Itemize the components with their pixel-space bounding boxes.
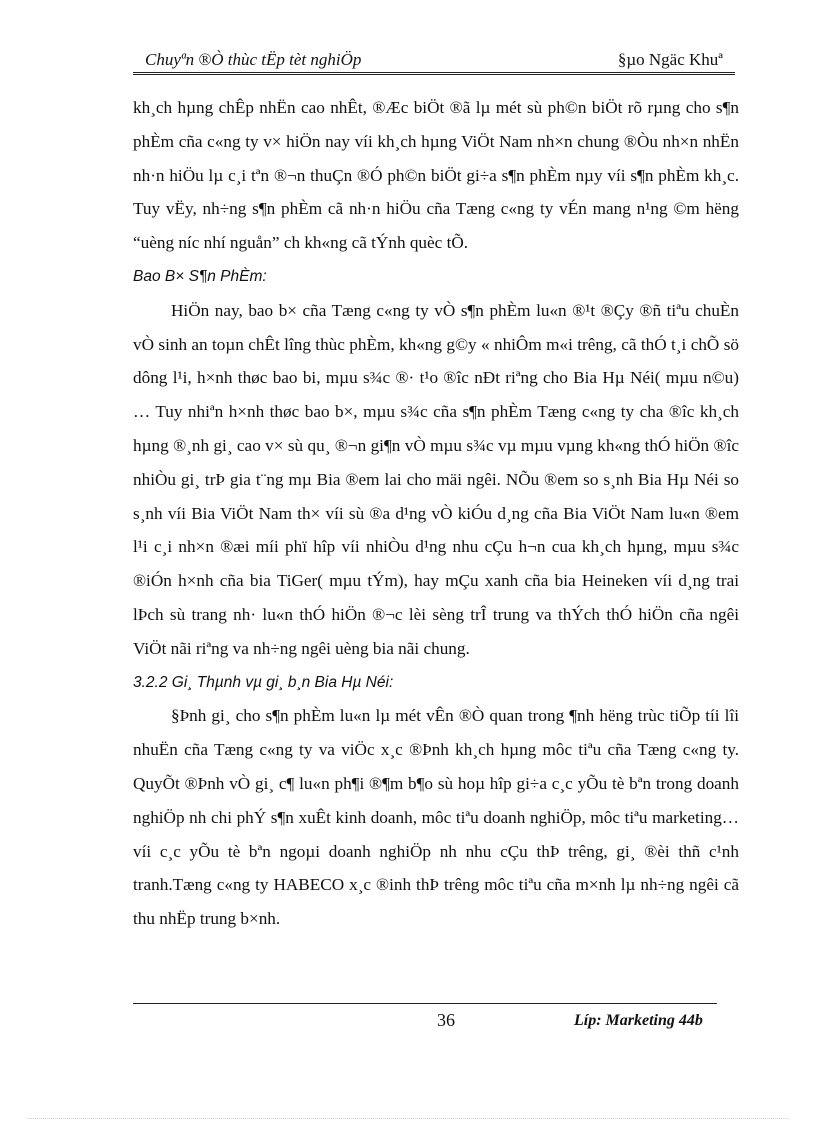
paragraph-continuation: kh¸ch hµng chÊp nhËn cao nhÊt, ®Æc biÖt ®ã lµ mét sù ph©n biÖt rõ rµng cho s¶n phÈm cña c«ng ty v× hiÖn nay víi kh¸ch hµng ViÖt Nam nh×n chung ®Òu nh×n nhËn nh·n hiÖu lµ c¸i tªn ®¬n thuÇn ®Ó ph©n biÖt gi÷a s¶n phÈm nµy víi s¶n phÈm kh¸c. Tuy vËy, nh÷ng s¶n phÈm cã nh·n hiÖu cña Tæng c«ng ty vÉn mang n¹ng ©m hëng “uèng níc nhí nguån” ch kh«ng cã tÝnh quèc tÕ. [133, 98, 739, 253]
paragraph-packaging: HiÖn nay, bao b× cña Tæng c«ng ty vÒ s¶n phÈm lu«n ®¹t ®Çy ®ñ tiªu chuÈn vÒ sinh an toµn chÊt lîng thùc phÈm, kh«ng g©y « nhiÔm m«i trêng, cã thÓ t¸i chÕ sö dông l¹i, h×nh thøc bao bi, mµu s¾c ®· t¹o ®îc nÐt riªng cho Bia Hµ Néi( mµu n©u) … Tuy nhiªn h×nh thøc bao b×, mµu s¾c cña s¶n phÈm Tæng c«ng ty cha ®îc kh¸ch hµng ®¸nh gi¸ cao v× sù qu¸ ®¬n gi¶n vÒ mµu s¾c vµ mµu vµng kh«ng thÓ hiÖn ®îc nhiÒu gi¸ trÞ gia t¨ng mµ Bia ®em lai cho mäi ngêi. NÕu ®em so s¸nh Bia Hµ Néi so s¸nh víi Bia ViÖt Nam th× víi sù ®a d¹ng vÒ kiÓu d¸ng cña Bia ViÖt Nam lu«n ®em l¹i c¸i nh×n ®æi míi phï hîp víi nhiÒu d¹ng nhu cÇu h¬n cua kh¸ch hµng, mµu s¾c ®iÓn h×nh cña bia TiGer( mµu tÝm), hay mÇu xanh cña bia Heineken víi d¸ng trai lÞch sù trang nh· lu«n thÓ hiÖn ®¬c lèi sèng trÎ trung va thÝch thÓ hiÖn cña ngêi ViÖt nãi riªng va nh÷ng ngêi uèng bia nãi chung. [133, 300, 739, 658]
document-body [133, 91, 739, 936]
page-bottom-border [28, 1118, 788, 1119]
header-author: §µo Ngäc Khuª [617, 50, 723, 69]
paragraph-pricing: §Þnh gi¸ cho s¶n phÈm lu«n lµ mét vÊn ®Ò quan trong ¶nh hëng trùc tiÕp tíi lîi nhuËn cña Tæng c«ng ty va viÖc x¸c ®Þnh kh¸ch hµng môc tiªu cña Tæng c«ng ty. QuyÕt ®Þnh vÒ gi¸ c¶ lu«n ph¶i ®¶m b¶o sù hoµ hîp gi÷a c¸c yÕu tè bªn trong doanh nghiÖp nh chi phÝ s¶n xuÊt kinh doanh, môc tiªu doanh nghiÖp, môc tiªu marketing…víi c¸c yÕu tè bªn ngoµi doanh nghiÖp nh nhu cÇu thÞ trêng, gi¸ ®èi thñ c¹nh tranh.Tæng c«ng ty HABECO x¸c ®inh thÞ trêng môc tiªu cña m×nh lµ nh÷ng ngêi cã thu nhËp trung b×nh. [133, 706, 739, 929]
page-header [133, 50, 735, 75]
footer-divider [133, 1003, 717, 1004]
section-heading-packaging: Bao B× S¶n PhÈm: [133, 267, 267, 285]
header-title: Chuyªn ®Ò thùc tËp tèt nghiÖp [145, 50, 362, 69]
footer-class-label: Líp: Marketing 44b [574, 1012, 703, 1029]
section-heading-pricing: 3.2.2 Gi¸ Thµnh vµ gi¸ b¸n Bia Hµ Néi: [133, 673, 394, 691]
page-number: 36 [437, 1010, 455, 1030]
